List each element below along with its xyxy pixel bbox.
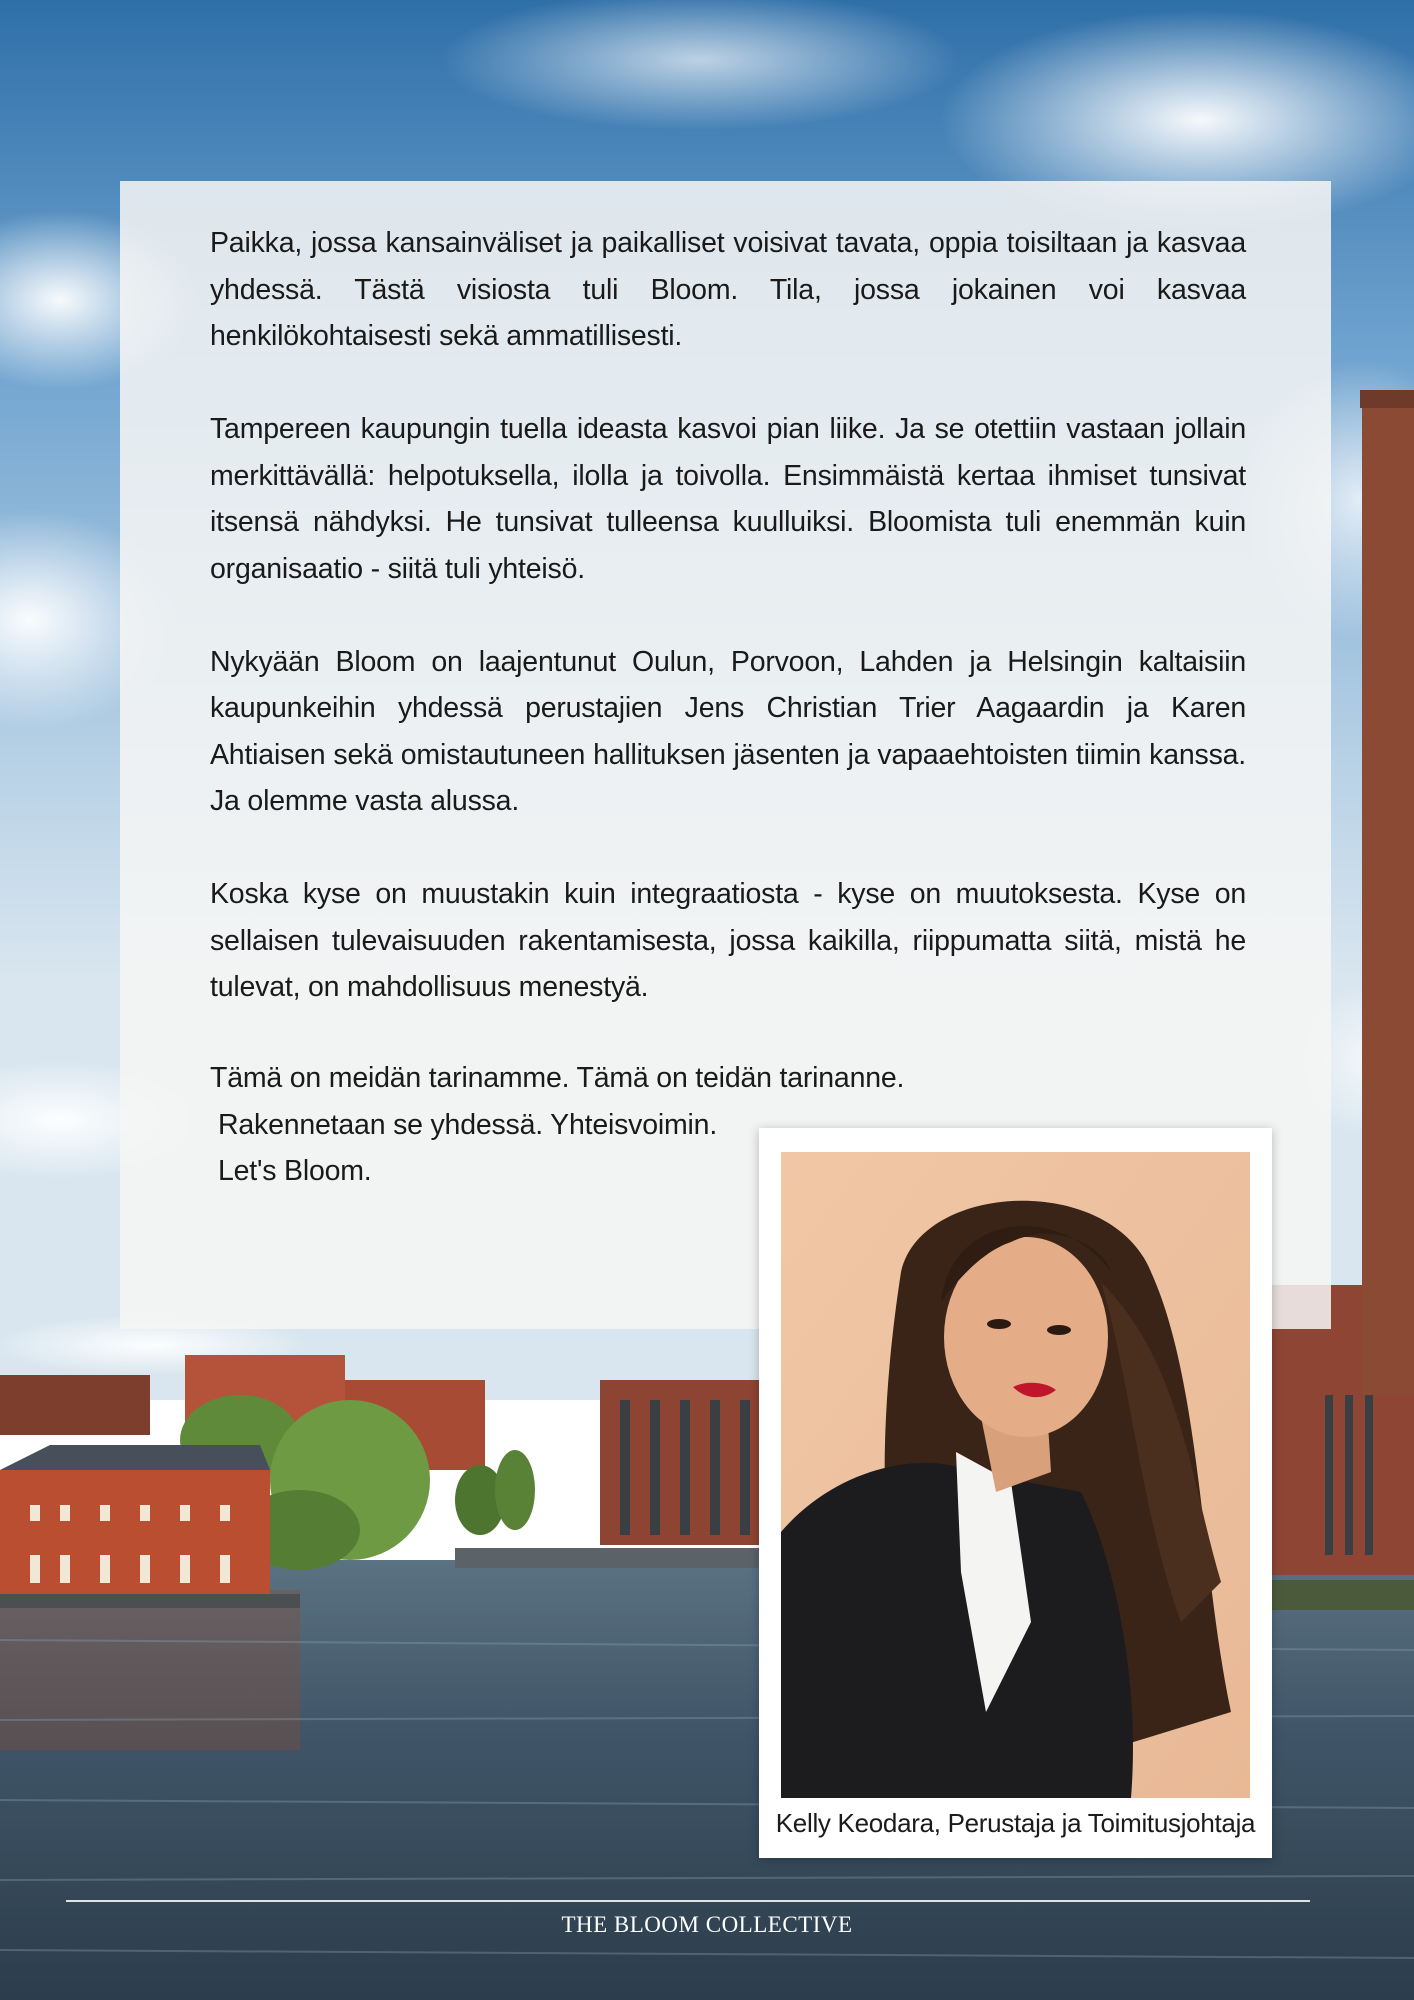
story-text xyxy=(210,220,1246,1011)
footer-brand: THE BLOOM COLLECTIVE xyxy=(561,1912,853,1937)
story-paragraph-1: Paikka, jossa kansainväliset ja paikalliset voisivat tavata, oppia toisiltaan ja kasvaa yhdessä. Tästä visiosta tuli Bloom. Tila, jossa jokainen voi kasvaa henkilökohtaisesti sekä ammatillisesti. xyxy=(210,227,1246,352)
portrait-card xyxy=(759,1128,1272,1858)
story-paragraph-2: Tampereen kaupungin tuella ideasta kasvoi pian liike. Ja se otettiin vastaan jollain merkittävällä: helpotuksella, ilolla ja toivolla. Ensimmäistä kertaa ihmiset tunsivat itsensä nähdyksi. He tunsivat tulleensa kuulluiksi. Bloomista tuli enemmän kuin organisaatio - siitä tuli yhteisö. xyxy=(210,413,1246,585)
story-paragraph-4: Koska kyse on muustakin kuin integraatiosta - kyse on muutoksesta. Kyse on sellaisen tulevaisuuden rakentamisesta, jossa kaikilla, riippumatta siitä, mistä he tulevat, on mahdollisuus menestyä. xyxy=(210,878,1246,1003)
portrait-caption: Kelly Keodara, Perustaja ja Toimitusjohtaja xyxy=(775,1808,1256,1838)
portrait-photo xyxy=(781,1152,1250,1798)
closing-line-2: Rakennetaan se yhdessä. Yhteisvoimin. xyxy=(218,1108,718,1141)
closing-line-1: Tämä on meidän tarinamme. Tämä on teidän tarinanne. xyxy=(210,1062,905,1094)
story-paragraph-3: Nykyään Bloom on laajentunut Oulun, Porvoon, Lahden ja Helsingin kaltaisiin kaupunkeihin yhdessä perustajien Jens Christian Trier Aagaardin ja Karen Ahtiaisen sekä omistautuneen hallituksen jäsenten ja vapaaehtoisten tiimin kanssa. Ja olemme vasta alussa. xyxy=(210,645,1246,817)
closing-line-3: Let's Bloom. xyxy=(218,1155,372,1187)
footer-divider xyxy=(66,1900,1310,1902)
